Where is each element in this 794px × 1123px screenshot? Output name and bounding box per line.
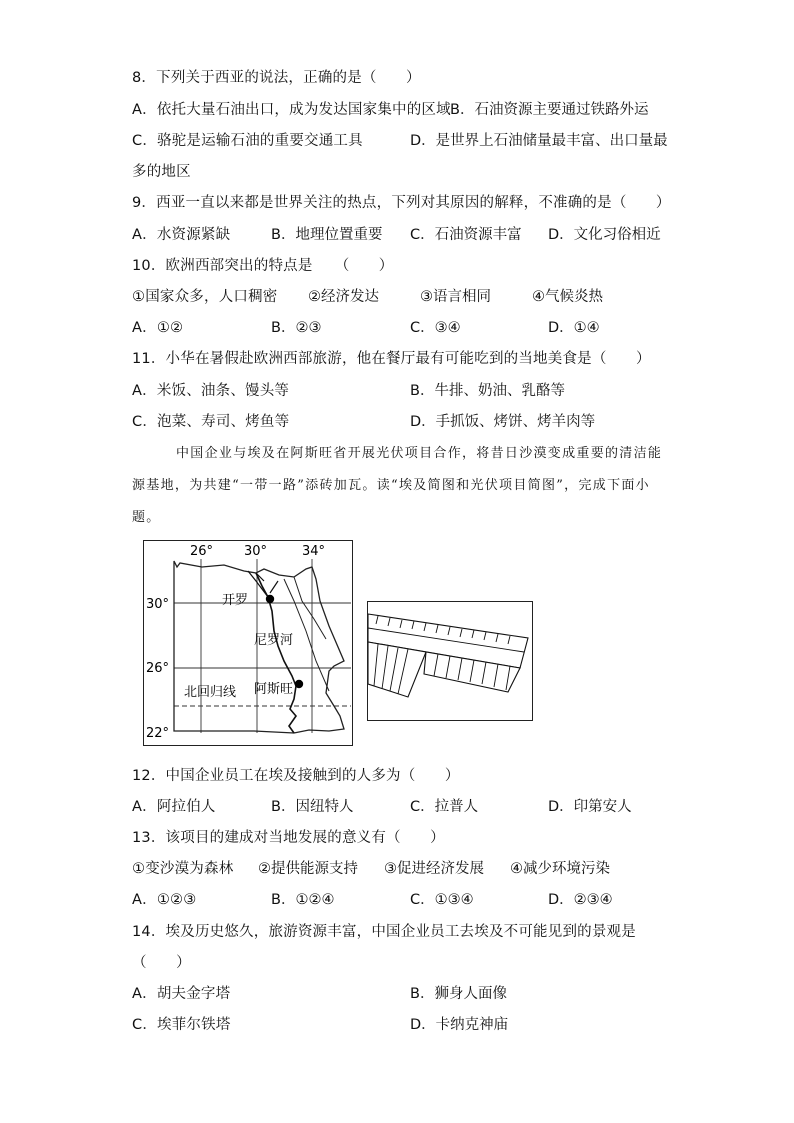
q9-stem: 9．西亚一直以来都是世界关注的热点，下列对其原因的解释，不准确的是（ ） [132,195,671,211]
q13-statement-4: ④减少环境污染 [510,861,610,877]
q8-option-d: D．是世界上石油储量最丰富、出口量最 [410,133,668,149]
q11-option-a: A．米饭、油条、馒头等 [132,383,290,399]
q10-option-c: C．③④ [410,320,461,336]
q8-option-c: C．骆驼是运输石油的重要交通工具 [132,133,363,149]
aswan-marker [295,680,303,688]
q10-option-a: A．①② [132,320,184,336]
q12-option-d: D．印第安人 [548,799,632,815]
q10-option-b: B．②③ [271,320,322,336]
nile-river [256,573,296,733]
q10-stem: 10．欧洲西部突出的特点是 （ ） [132,258,394,274]
q8-option-b: B．石油资源主要通过铁路外运 [450,102,649,118]
intro-line-1: 中国企业与埃及在阿斯旺省开展光伏项目合作，将昔日沙漠变成重要的清洁能 [176,446,663,461]
intro-line-2: 源基地，为共建“一带一路”添砖加瓦。读“埃及简图和光伏项目简图”，完成下面小 [132,478,650,493]
q9-option-a: A．水资源紧缺 [132,227,231,243]
q10-statement-3: ③语言相同 [420,289,491,305]
q11-option-b: B．牛排、奶油、乳酪等 [410,383,565,399]
q12-stem: 12．中国企业员工在埃及接触到的人多为（ ） [132,768,460,784]
q9-option-b: B．地理位置重要 [271,227,383,243]
aswan-label: 阿斯旺 [254,682,294,697]
q13-statement-2: ②提供能源支持 [258,861,358,877]
lon-26-label: 26° [190,544,214,559]
q9-option-c: C．石油资源丰富 [410,227,522,243]
cairo-marker [266,595,274,603]
nile-label: 尼罗河 [254,633,294,648]
q11-option-c: C．泡菜、寿司、烤鱼等 [132,414,290,430]
q13-statement-1: ①变沙漠为森林 [132,861,234,877]
panel-row-front-left [368,642,426,697]
lat-22-label: 22° [146,726,170,741]
q10-statement-1: ①国家众多，人口稠密 [132,289,278,305]
q8-option-d-cont: 多的地区 [132,164,191,180]
tropic-label: 北回归线 [184,685,237,700]
q10-statement-4: ④气候炎热 [532,289,603,305]
q13-option-b: B．①②④ [271,892,335,908]
q10-option-d: D．①④ [548,320,600,336]
q10-statement-2: ②经济发达 [308,289,379,305]
q11-option-d: D．手抓饭、烤饼、烤羊肉等 [410,414,596,430]
solar-project-diagram [367,601,533,721]
lat-30-label: 30° [146,597,170,612]
q9-option-d: D．文化习俗相近 [548,227,661,243]
lon-34-label: 34° [302,544,326,559]
q12-option-a: A．阿拉伯人 [132,799,216,815]
q13-option-d: D．②③④ [548,892,613,908]
lon-30-label: 30° [244,544,268,559]
egypt-map [143,540,353,746]
lat-26-label: 26° [146,661,170,676]
q14-option-c: C．埃菲尔铁塔 [132,1017,231,1033]
q13-option-c: C．①③④ [410,892,474,908]
q14-option-b: B．狮身人面像 [410,986,507,1002]
q11-stem: 11．小华在暑假赴欧洲西部旅游，他在餐厅最有可能吃到的当地美食是（ ） [132,351,651,367]
cairo-label: 开罗 [222,593,249,608]
q13-statement-3: ③促进经济发展 [384,861,484,877]
q13-option-a: A．①②③ [132,892,197,908]
q14-option-a: A．胡夫金字塔 [132,986,231,1002]
q14-stem-cont: （ ） [132,955,191,971]
q8-stem: 8．下列关于西亚的说法，正确的是（ ） [132,70,421,86]
q13-stem: 13．该项目的建成对当地发展的意义有（ ） [132,830,445,846]
q8-option-a: A．依托大量石油出口，成为发达国家集中的区域 [132,102,451,118]
q14-stem: 14．埃及历史悠久，旅游资源丰富，中国企业员工去埃及不可能见到的景观是 [132,924,636,940]
intro-line-3: 题。 [132,510,161,525]
q14-option-d: D．卡纳克神庙 [410,1017,509,1033]
q12-option-b: B．因纽特人 [271,799,354,815]
q12-option-c: C．拉普人 [410,799,479,815]
